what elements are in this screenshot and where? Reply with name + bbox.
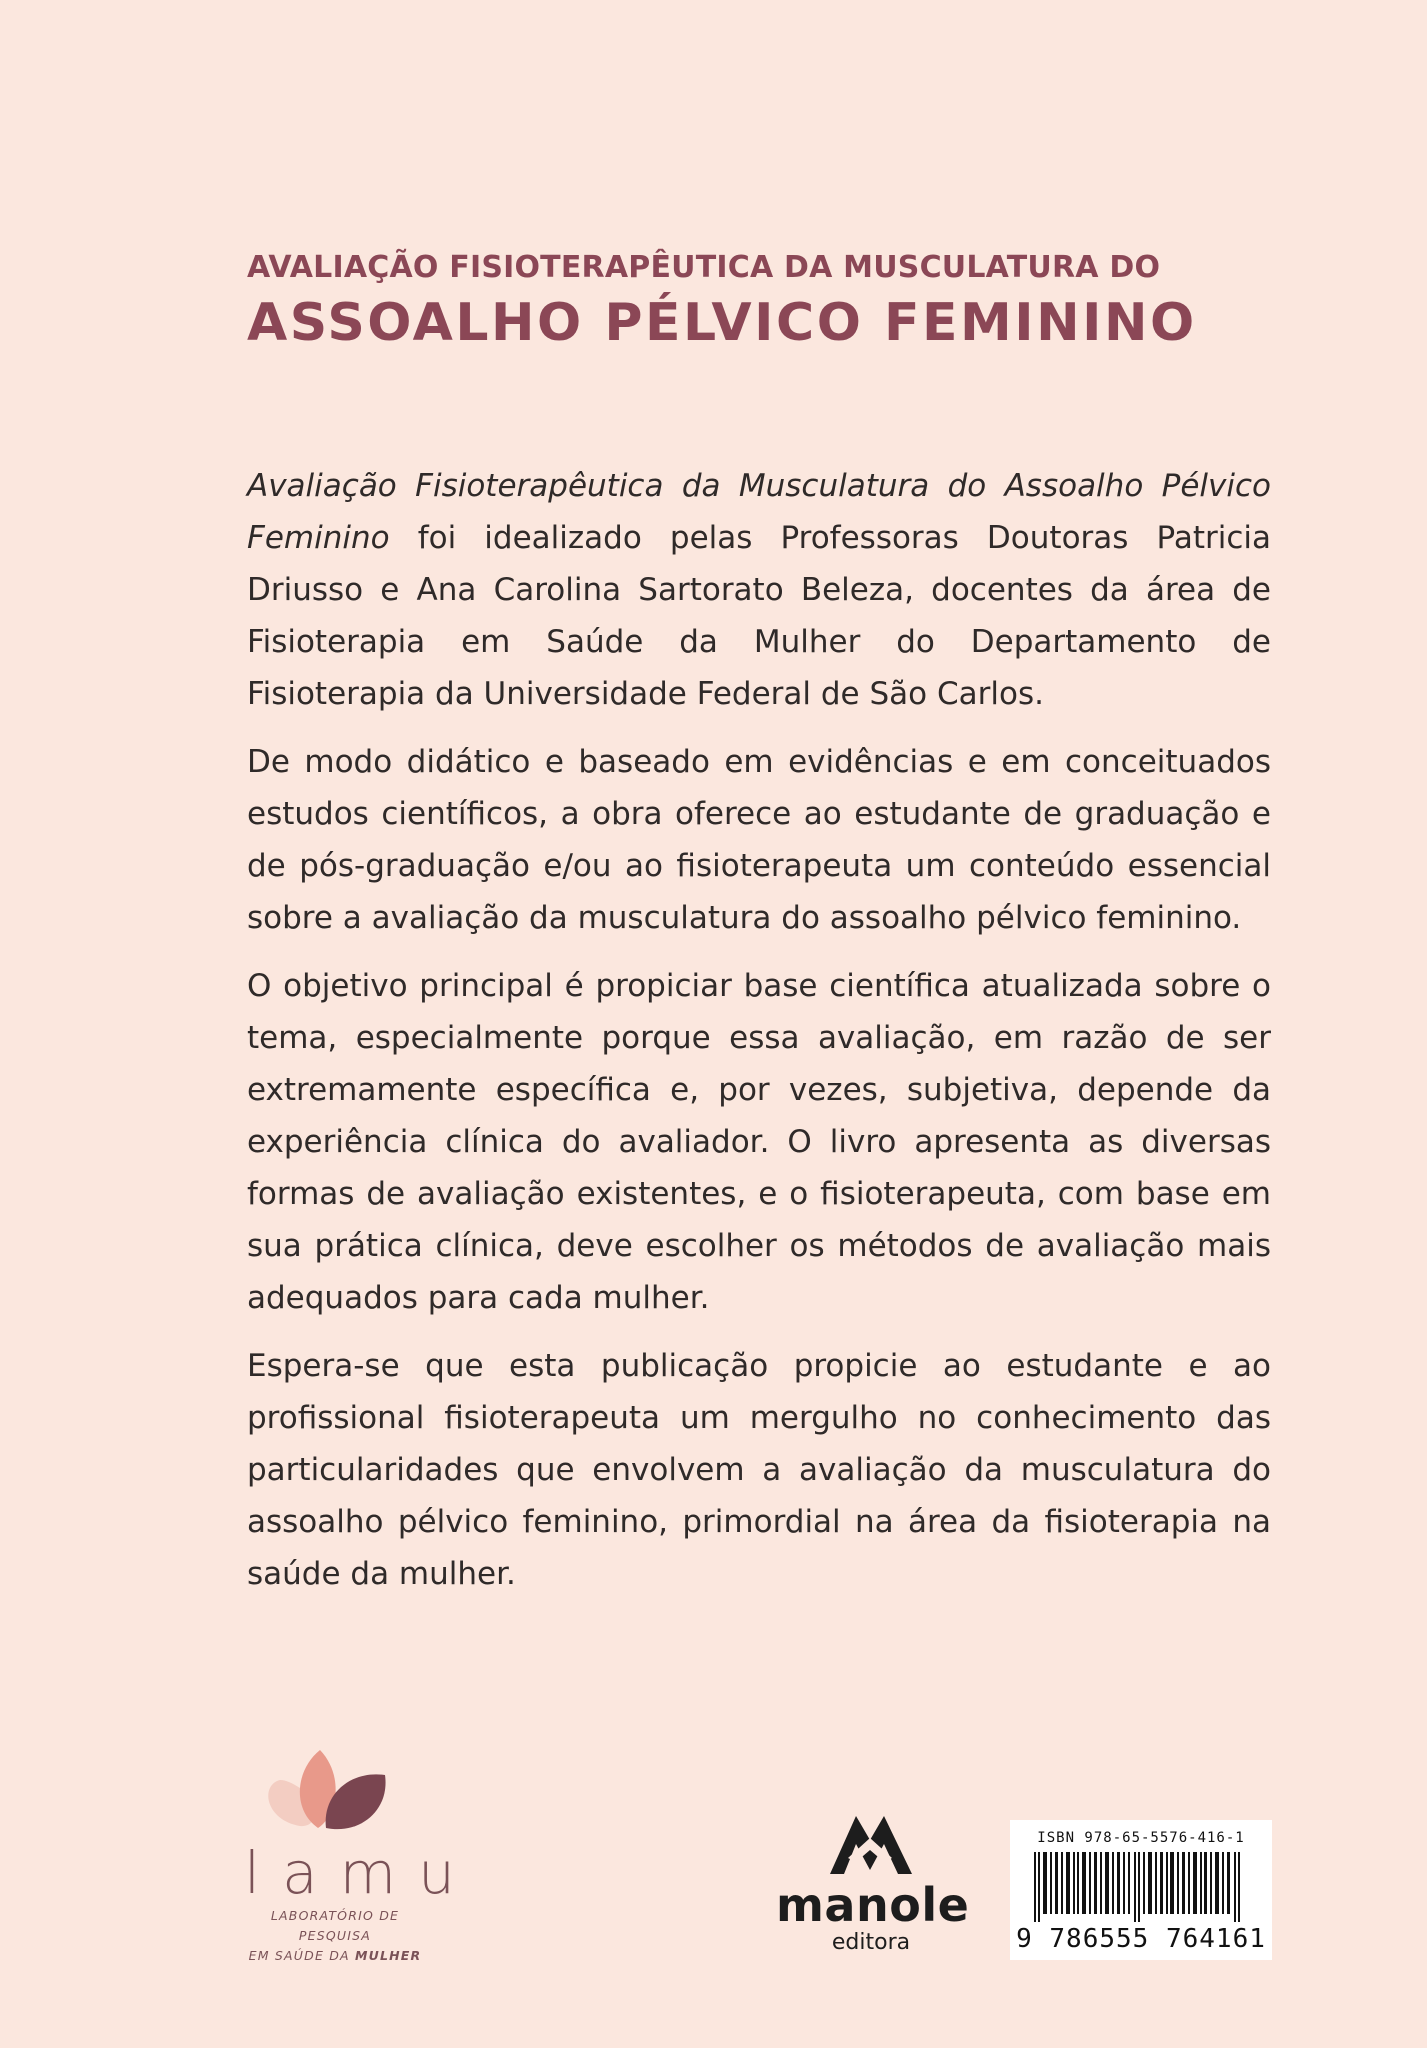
ean-digits: 9 786555 764161 [1016,1924,1266,1954]
book-title-italic: Avaliação Fisioterapêutica da Musculatura do Assoalho Pélvico Feminino [247,468,1271,556]
manole-m-logo-icon [826,1812,916,1878]
synopsis [247,460,1271,1616]
book-title: ASSOALHO PÉLVICO FEMININO [247,293,1197,353]
manole-logo [776,1812,970,1956]
publisher-subtitle: editora [831,1930,911,1955]
lotus-petals-icon [240,1740,430,1840]
paragraph-1 [247,460,1271,720]
paragraph-2: De modo didático e baseado em evidências e em conceituados estudos científicos, a obra oferece ao estudante de graduação e de pós-graduação e/ou ao fisioterapeuta um conteúdo essencial sobre a avaliação da musculatura do assoalho pélvico feminino. [247,744,1271,936]
title-kicker: AVALIAÇÃO FISIOTERAPÊUTICA DA MUSCULATURA DO [247,250,1161,285]
barcode-bars [1028,1852,1254,1922]
isbn-barcode [1010,1820,1272,1960]
lamu-subtitle-line-1: LABORATÓRIO DE PESQUISA [270,1908,400,1943]
isbn-number: ISBN 978-65-5576-416-1 [1037,1830,1245,1846]
lamu-logo [240,1740,477,1966]
title-block [247,250,1287,353]
publisher-name: manole [776,1878,970,1932]
lamu-subtitle [240,1906,430,1966]
paragraph-4: Espera-se que esta publicação propicie ao estudante e ao profissional fisioterapeuta um mergulho no conhecimento das particularidades que envolvem a avaliação da musculatura do assoalho pélvico feminino, primordial na área da fisioterapia na saúde da mulher. [247,1348,1271,1592]
lamu-subtitle-line-2: EM SAÚDE DA MULHER [248,1948,422,1963]
lamu-wordmark: lamu [244,1839,477,1907]
paragraph-3: O objetivo principal é propiciar base científica atualizada sobre o tema, especialmente porque essa avaliação, em razão de ser extremamente específica e, por vezes, subjetiva, depende da experiência clínica do avaliador. O livro apresenta as diversas formas de avaliação existentes, e o fisioterapeuta, com base em sua prática clínica, deve escolher os métodos de avaliação mais adequados para cada mulher. [247,968,1271,1316]
paragraph-1-text: foi idealizado pelas Professoras Doutoras Patricia Driusso e Ana Carolina Sartorato Beleza, docentes da área de Fisioterapia em Saúde da Mulher do Departamento de Fisioterapia da Universidade Federal de São Carlos. [247,520,1271,712]
